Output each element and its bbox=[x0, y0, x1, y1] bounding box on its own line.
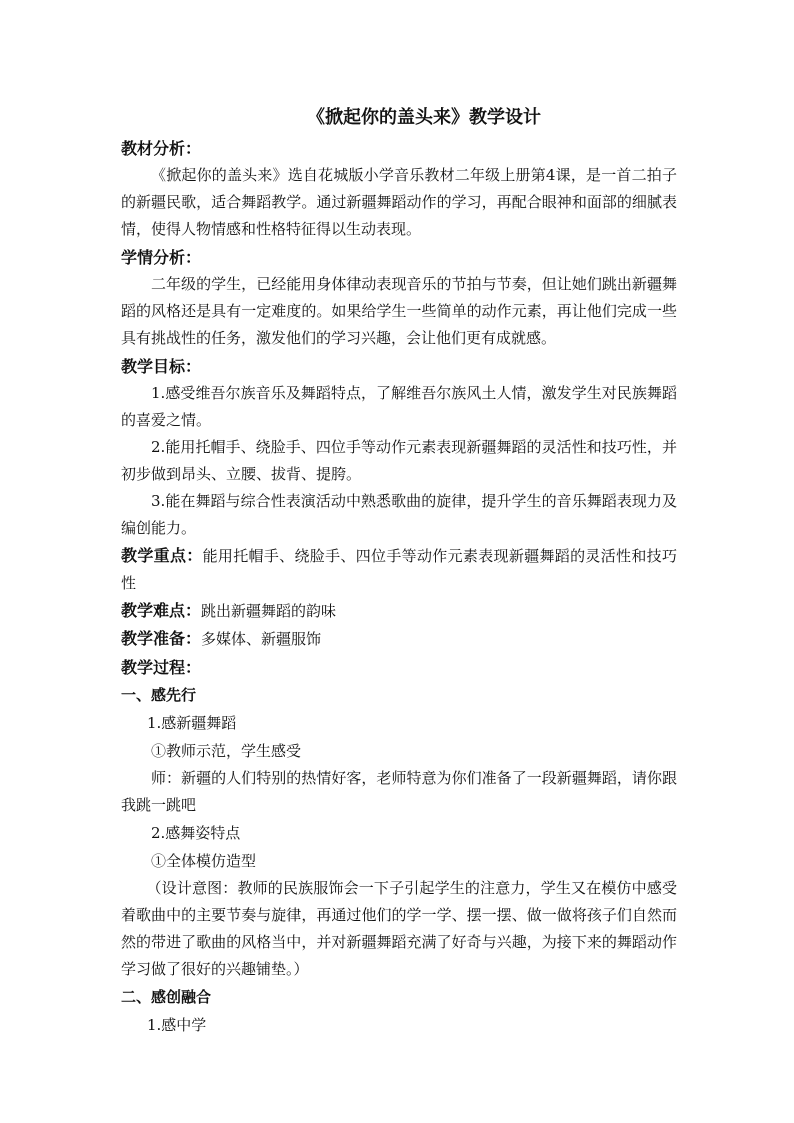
heading-key-point: 教学重点： bbox=[121, 546, 203, 565]
process-teacher-line: 师：新疆的人们特别的热情好客，老师特意为你们准备了一段新疆舞蹈，请你跟我跳一跳吧 bbox=[121, 769, 677, 814]
difficulty-line bbox=[121, 597, 677, 625]
page-title: 《掀起你的盖头来》教学设计 bbox=[307, 107, 541, 128]
key-point-line bbox=[121, 542, 677, 597]
difficulty-text: 跳出新疆舞蹈的韵味 bbox=[201, 602, 337, 620]
heading-material-analysis: 教材分析： bbox=[121, 139, 202, 158]
document-body bbox=[121, 104, 677, 1039]
heading-preparation: 教学准备： bbox=[121, 629, 202, 648]
process-part2-step1: 1.感中学 bbox=[147, 1016, 207, 1034]
preparation-text: 多媒体、新疆服饰 bbox=[201, 630, 322, 648]
goal-item-2: 2.能用托帽手、绕脸手、四位手等动作元素表现新疆舞蹈的灵活性和技巧性，并初步做到昂头、立腰、拔背、提胯。 bbox=[121, 438, 677, 483]
heading-teaching-goals: 教学目标： bbox=[121, 357, 202, 376]
process-part2-title: 二、感创融合 bbox=[121, 988, 212, 1006]
key-point-text: 能用托帽手、绕脸手、四位手等动作元素表现新疆舞蹈的灵活性和技巧性 bbox=[121, 547, 677, 592]
material-analysis-text: 《掀起你的盖头来》选自花城版小学音乐教材二年级上册第4课，是一首二拍子的新疆民歌，适合舞蹈教学。通过新疆舞蹈动作的学习，再配合眼神和面部的细腻表情，使得人物情感和性格特征得以生动表现。 bbox=[121, 166, 677, 238]
process-part1-step1-sub: ①教师示范，学生感受 bbox=[151, 742, 302, 760]
process-part1-step2-sub: ①全体模仿造型 bbox=[151, 852, 257, 870]
heading-student-analysis: 学情分析： bbox=[121, 248, 202, 267]
goal-item-1: 1.感受维吾尔族音乐及舞蹈特点，了解维吾尔族风土人情，激发学生对民族舞蹈的喜爱之情。 bbox=[121, 384, 677, 429]
process-part1-title: 一、感先行 bbox=[121, 686, 197, 704]
goal-item-3: 3.能在舞蹈与综合性表演活动中熟悉歌曲的旋律，提升学生的音乐舞蹈表现力及编创能力。 bbox=[121, 492, 677, 537]
process-part1-step1: 1.感新疆舞蹈 bbox=[147, 714, 237, 732]
process-part1-step2: 2.感舞姿特点 bbox=[151, 824, 241, 842]
preparation-line bbox=[121, 625, 677, 653]
heading-teaching-process: 教学过程： bbox=[121, 658, 202, 677]
heading-difficulty: 教学难点： bbox=[121, 601, 202, 620]
student-analysis-text: 二年级的学生，已经能用身体律动表现音乐的节拍与节奏，但让她们跳出新疆舞蹈的风格还是具有一定难度的。如果给学生一些简单的动作元素，再让他们完成一些具有挑战性的任务，激发他们的学习兴趣，会让他们更有成就感。 bbox=[121, 275, 677, 347]
process-design-note: （设计意图：教师的民族服饰会一下子引起学生的注意力，学生又在模仿中感受着歌曲中的主要节奏与旋律，再通过他们的学一学、摆一摆、做一做将孩子们自然而然的带进了歌曲的风格当中，并对新疆舞蹈充满了好奇与兴趣，为接下来的舞蹈动作学习做了很好的兴趣铺垫。） bbox=[121, 879, 677, 978]
